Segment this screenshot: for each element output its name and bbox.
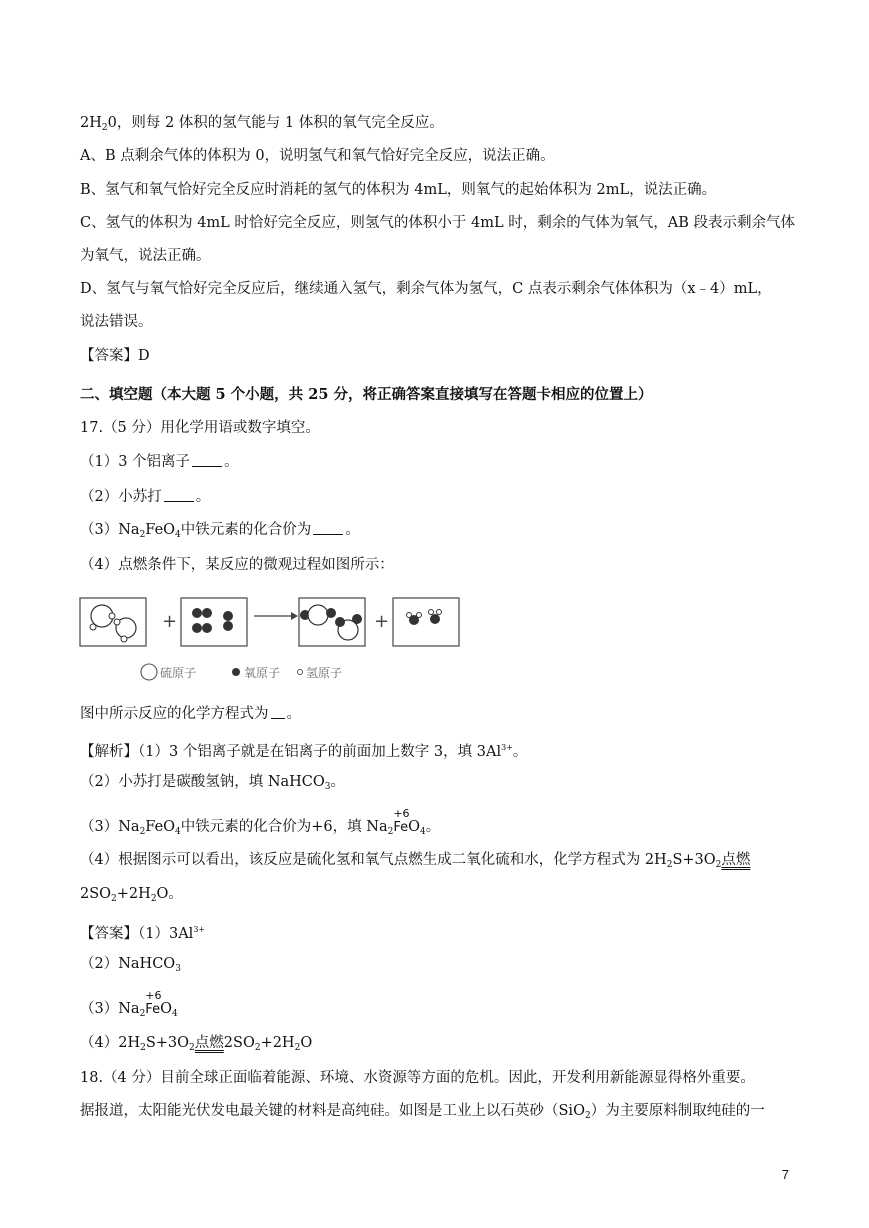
answer-line: 【答案】D (80, 348, 150, 364)
hydrogen-atom (417, 613, 422, 618)
analysis-part-4-cont: $2SO_2+2H_2O$。 (80, 886, 183, 904)
reaction-diagram (78, 592, 463, 688)
legend-sulfur-label: 硫原子 (160, 666, 197, 680)
section-heading: 二、填空题（本大题 5 个小题，共 25 分，将正确答案直接填写在答题卡相应的位置上） (80, 386, 653, 403)
hydrogen-atom (109, 613, 115, 619)
legend-sulfur-icon (141, 664, 157, 680)
oxygen-atom (223, 621, 233, 631)
option-b-explanation: B、氢气和氧气恰好完全反应时消耗的氢气的体积为 4mL，则氧气的起始体积为 2mL，说法正确。 (80, 182, 717, 198)
analysis-part-2: （2）小苏打是碳酸氢钠，填 NaHCO$_3$。 (80, 774, 346, 792)
reactant-box-h2s (80, 598, 146, 646)
question-17-part-2: （2）小苏打 。 (80, 489, 211, 505)
legend-hydrogen-label: 氢原子 (306, 666, 343, 680)
text-line: $2H_20$，则每 2 体积的氢气能与 1 体积的氧气完全反应。 (80, 115, 444, 133)
valence-mark: +6 (145, 989, 162, 1002)
question-17-part-3: $(3)Na_2FeO_4$中铁元素的化合价为 。 (80, 522, 360, 540)
legend-oxygen-icon (232, 668, 240, 676)
reaction-condition: 点燃 (194, 1035, 224, 1051)
question-18-cont: 据报道，太阳能光伏发电最关键的材料是高纯硅。如图是工业上以石英砂（SiO$_2$）为主要原料制取纯硅的一 (80, 1103, 765, 1121)
arrow-head (291, 612, 298, 620)
oxygen-atom (202, 608, 212, 618)
text-line: 说法错误。 (80, 314, 153, 330)
option-d-explanation: D、氢气与氧气恰好完全反应后，继续通入氢气，剩余气体为氢气，C 点表示剩余气体体积为（x﹣4）mL， (80, 281, 772, 297)
oxygen-atom (192, 623, 202, 633)
page-number: 7 (781, 1167, 789, 1182)
question-17-equation-prompt: 图中所示反应的化学方程式为 。 (80, 706, 301, 722)
question-17-part-4: （4）点燃条件下，某反应的微观过程如图所示： (80, 557, 394, 573)
answer-part-4: $(4)2H_2S+3O_2$点燃$2SO_2+2H_2O$ (80, 1035, 313, 1053)
answer-blank[interactable] (313, 520, 343, 535)
option-c-explanation: C、氢气的体积为 4mL 时恰好完全反应，则氢气的体积小于 4mL 时，剩余的气体为氧气，AB 段表示剩余气体 (80, 215, 795, 231)
sulfur-atom (308, 605, 328, 625)
hydrogen-atom (90, 624, 96, 630)
answer-blank[interactable] (192, 452, 222, 467)
hydrogen-atom (429, 610, 434, 615)
question-18: 18.（4 分）目前全球正面临着能源、环境、水资源等方面的危机。因此，开发利用新能源显得格外重要。 (80, 1070, 755, 1086)
answer-blank[interactable] (164, 487, 194, 502)
plus-sign: + (162, 611, 178, 632)
hydrogen-atom (437, 610, 442, 615)
hydrogen-atom (407, 613, 412, 618)
oxygen-atom (430, 614, 440, 624)
reaction-condition: 点燃 (721, 852, 751, 868)
plus-sign: + (374, 611, 390, 632)
analysis-part-1: 【解析】（1）3 个铝离子就是在铝离子的前面加上数字 3，填 $3Al^{3+}$。 (80, 743, 528, 760)
oxygen-atom (352, 614, 362, 624)
legend-oxygen-label: 氧原子 (244, 666, 281, 680)
hydrogen-atom (121, 636, 127, 642)
oxygen-atom (202, 623, 212, 633)
product-box-h2o (393, 598, 459, 646)
answer-part-3: $(3)Na_2$ +6 FeO$_4$ (80, 999, 178, 1024)
oxygen-atom (326, 608, 336, 618)
analysis-part-3: $(3)Na_2FeO_4$中铁元素的化合价为+6，填 $Na_2$ +6 FeO$_4$。 (80, 817, 440, 842)
answer-blank[interactable] (271, 704, 285, 719)
oxygen-atom (192, 608, 202, 618)
question-17: 17.（5 分）用化学用语或数字填空。 (80, 420, 320, 436)
valence-mark: +6 (393, 807, 410, 820)
question-17-part-1: （1）3 个铝离子 。 (80, 454, 239, 470)
answer-part-1: 【答案】$(1)3Al^{3+}$ (80, 925, 206, 942)
legend-hydrogen-icon (298, 670, 303, 675)
answer-part-2: （2）NaHCO$_3$ (80, 956, 181, 974)
hydrogen-atom (114, 619, 120, 625)
text-line: 为氧气，说法正确。 (80, 248, 211, 264)
oxygen-atom (223, 611, 233, 621)
analysis-part-4: （4）根据图示可以看出，该反应是硫化氢和氧气点燃生成二氧化硫和水，化学方程式为 $2H_2S+3O_2$点燃 (80, 852, 751, 870)
reactant-box-o2 (181, 598, 247, 646)
option-a-explanation: A、B 点剩余气体的体积为 0，说明氢气和氧气恰好完全反应，说法正确。 (80, 148, 555, 164)
oxygen-atom (335, 617, 345, 627)
